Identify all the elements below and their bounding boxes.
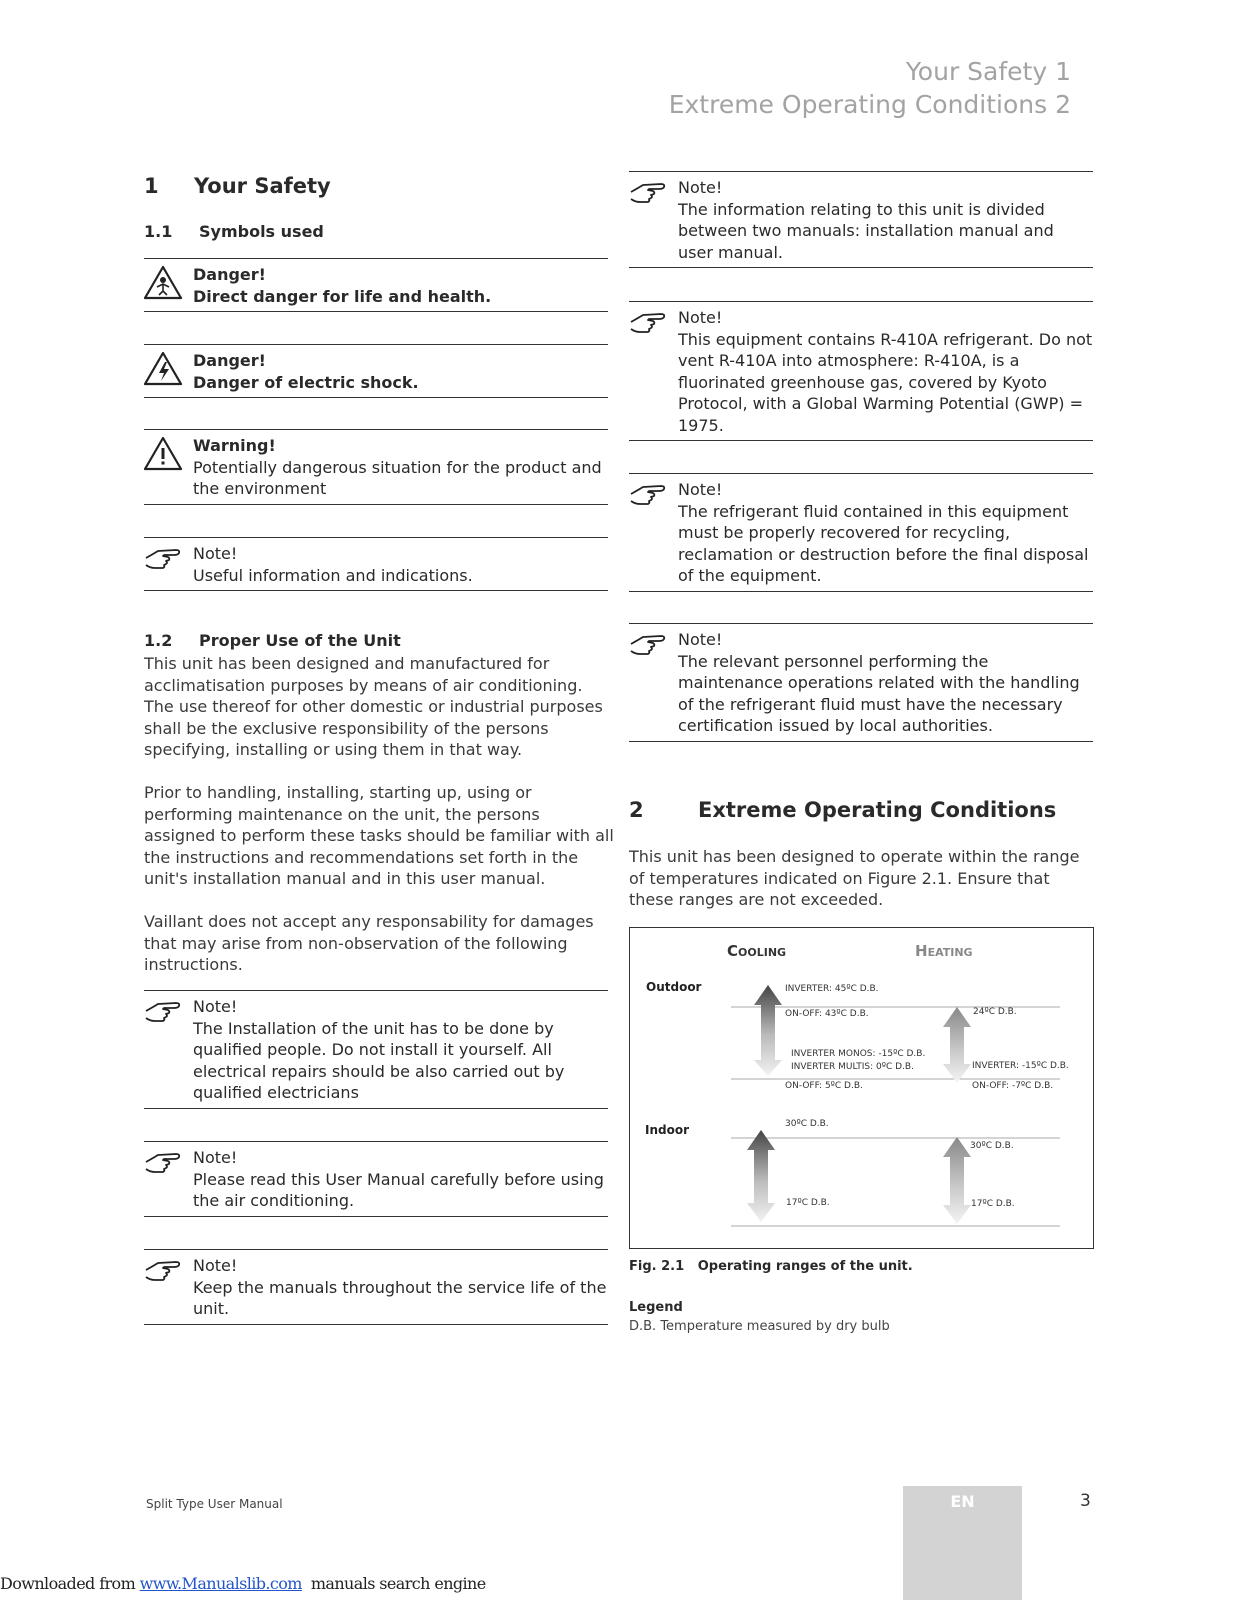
language-tab bbox=[903, 1486, 1022, 1600]
note-text: Please read this User Manual carefully before using the air conditioning. bbox=[193, 1169, 604, 1210]
note-read-manual bbox=[144, 1141, 608, 1217]
manualslib-link[interactable]: www.Manualslib.com bbox=[139, 1574, 302, 1593]
subsection-title: Proper Use of the Unit bbox=[199, 631, 401, 650]
symbol-electric-shock bbox=[144, 344, 608, 398]
note-text: This equipment contains R-410A refrigerant. Do not vent R-410A into atmosphere: R-410A, is a fluorinated greenhouse gas, covered by Kyoto Protocol, with a Global Warming Potential (GWP) = 1975. bbox=[678, 329, 1093, 435]
legend-text: D.B. Temperature measured by dry bulb bbox=[629, 1319, 890, 1334]
warning-exclamation-icon bbox=[144, 436, 184, 472]
pointing-hand-icon bbox=[144, 1148, 184, 1184]
cooling-outdoor-arrow bbox=[754, 985, 782, 1076]
page-number: 3 bbox=[1080, 1491, 1091, 1511]
note-title: Note! bbox=[193, 997, 238, 1016]
operating-ranges-figure bbox=[629, 927, 1094, 1249]
symbol-text: Useful information and indications. bbox=[193, 565, 473, 585]
note-keep-manuals bbox=[144, 1249, 608, 1325]
note-text: Keep the manuals throughout the service life of the unit. bbox=[193, 1277, 607, 1318]
symbol-text: Danger of electric shock. bbox=[193, 372, 419, 392]
subsection-1-2-heading bbox=[144, 631, 401, 650]
symbol-note bbox=[144, 537, 608, 591]
language-tab-label: EN bbox=[950, 1492, 975, 1511]
pointing-hand-icon bbox=[629, 308, 669, 344]
heating-inverter-min-label: INVERTER: -15ºC D.B. bbox=[972, 1061, 1069, 1071]
section-1-heading bbox=[144, 174, 331, 198]
pointing-hand-icon bbox=[144, 544, 184, 580]
heating-indoor-min-label: 17ºC D.B. bbox=[971, 1199, 1015, 1209]
danger-person-icon bbox=[144, 265, 184, 301]
section-number: 2 bbox=[629, 798, 644, 822]
proper-use-paragraph-1: This unit has been designed and manufactured for acclimatisation purposes by means of air conditioning. The use thereof for other domestic or industrial purposes shall be the exclusive responsibility of the persons specifying, installing or using them in that way. bbox=[144, 654, 603, 759]
outdoor-row-label: Outdoor bbox=[646, 980, 702, 994]
cooling-onoff-max-label: ON-OFF: 43ºC D.B. bbox=[785, 1009, 869, 1019]
download-suffix: manuals search engine bbox=[301, 1574, 486, 1593]
legend-title: Legend bbox=[629, 1300, 683, 1315]
pointing-hand-icon bbox=[144, 1256, 184, 1292]
subsection-number: 1.1 bbox=[144, 222, 173, 241]
section-title: Your Safety bbox=[194, 174, 331, 198]
note-title: Note! bbox=[193, 1148, 238, 1167]
note-text: The information relating to this unit is divided between two manuals: installation manual and user manual. bbox=[678, 199, 1054, 262]
pointing-hand-icon bbox=[629, 630, 669, 666]
symbol-title: Warning! bbox=[193, 436, 276, 455]
symbol-text: Potentially dangerous situation for the product and the environment bbox=[193, 457, 602, 498]
electric-shock-icon bbox=[144, 351, 184, 387]
symbol-danger-life bbox=[144, 258, 608, 312]
note-installation bbox=[144, 990, 608, 1109]
section-title: Extreme Operating Conditions bbox=[698, 798, 1057, 822]
cooling-cap: C bbox=[727, 942, 739, 960]
note-certification bbox=[629, 623, 1093, 742]
note-title: Note! bbox=[678, 630, 723, 649]
symbol-warning bbox=[144, 429, 608, 505]
note-text: The relevant personnel performing the maintenance operations related with the handling of the refrigerant fluid must have the necessary certification issued by local authorities. bbox=[678, 651, 1080, 735]
subsection-1-1-heading bbox=[144, 222, 324, 241]
running-header-line2: Extreme Operating Conditions 2 bbox=[668, 90, 1071, 119]
cooling-inverter-multis-label: INVERTER MULTIS: 0ºC D.B. bbox=[791, 1062, 914, 1072]
subsection-number: 1.2 bbox=[144, 631, 173, 650]
note-refrigerant-recovery bbox=[629, 473, 1093, 592]
note-title: Note! bbox=[678, 308, 723, 327]
note-title: Note! bbox=[678, 480, 723, 499]
pointing-hand-icon bbox=[629, 178, 669, 214]
cooling-inverter-monos-label: INVERTER MONOS: -15ºC D.B. bbox=[791, 1049, 926, 1059]
operating-conditions-paragraph: This unit has been designed to operate within the range of temperatures indicated on Figure 2.1. Ensure that these ranges are not exceeded. bbox=[629, 847, 1080, 909]
section-number: 1 bbox=[144, 174, 159, 198]
cooling-indoor-max-label: 30ºC D.B. bbox=[785, 1119, 829, 1129]
symbol-text: Direct danger for life and health. bbox=[193, 286, 492, 306]
running-header-line1: Your Safety 1 bbox=[905, 57, 1071, 86]
symbol-title: Danger! bbox=[193, 351, 266, 370]
pointing-hand-icon bbox=[144, 997, 184, 1033]
indoor-row-label: Indoor bbox=[645, 1123, 690, 1137]
cooling-rest: OOLING bbox=[738, 946, 787, 959]
download-banner bbox=[0, 1574, 486, 1593]
heating-outdoor-arrow bbox=[943, 1007, 971, 1083]
heating-indoor-arrow bbox=[943, 1137, 971, 1224]
cooling-indoor-min-label: 17ºC D.B. bbox=[786, 1198, 830, 1208]
section-2-heading bbox=[629, 798, 1056, 822]
proper-use-paragraph-3: Vaillant does not accept any responsability for damages that may arise from non-observation of the following instructions. bbox=[144, 912, 594, 974]
cooling-onoff-min-label: ON-OFF: 5ºC D.B. bbox=[785, 1081, 863, 1091]
symbol-title: Danger! bbox=[193, 265, 266, 284]
heating-onoff-min-label: ON-OFF: -7ºC D.B. bbox=[972, 1081, 1054, 1091]
pointing-hand-icon bbox=[629, 480, 669, 516]
cooling-indoor-arrow bbox=[747, 1130, 775, 1222]
proper-use-paragraph-2: Prior to handling, installing, starting up, using or performing maintenance on the unit, the persons assigned to perform these tasks should be familiar with all the instructions and recommendations set forth in the unit's installation manual and in this user manual. bbox=[144, 783, 614, 888]
figure-caption bbox=[629, 1259, 913, 1274]
note-title: Note! bbox=[193, 1256, 238, 1275]
heating-rest: EATING bbox=[927, 946, 973, 959]
note-text: The refrigerant fluid contained in this equipment must be properly recovered for recycling, reclamation or destruction before the final disposal of the equipment. bbox=[678, 501, 1089, 585]
note-title: Note! bbox=[678, 178, 723, 197]
heating-max-label: 24ºC D.B. bbox=[973, 1007, 1017, 1017]
download-prefix: Downloaded from bbox=[0, 1574, 140, 1593]
grid-lines bbox=[731, 1007, 1060, 1226]
heating-cap: H bbox=[915, 942, 928, 960]
figure-number: Fig. 2.1 bbox=[629, 1259, 685, 1274]
note-r410a bbox=[629, 301, 1093, 441]
note-text: The Installation of the unit has to be done by qualified people. Do not install it yourself. All electrical repairs should be also carried out by qualified electricians bbox=[193, 1018, 565, 1102]
cooling-inverter-max-label: INVERTER: 45ºC D.B. bbox=[785, 984, 879, 994]
figure-caption-text: Operating ranges of the unit. bbox=[697, 1259, 913, 1274]
heating-indoor-max-label: 30ºC D.B. bbox=[970, 1141, 1014, 1151]
footer-manual-title: Split Type User Manual bbox=[146, 1497, 283, 1511]
note-two-manuals bbox=[629, 171, 1093, 268]
symbol-title: Note! bbox=[193, 544, 238, 563]
subsection-title: Symbols used bbox=[199, 222, 324, 241]
